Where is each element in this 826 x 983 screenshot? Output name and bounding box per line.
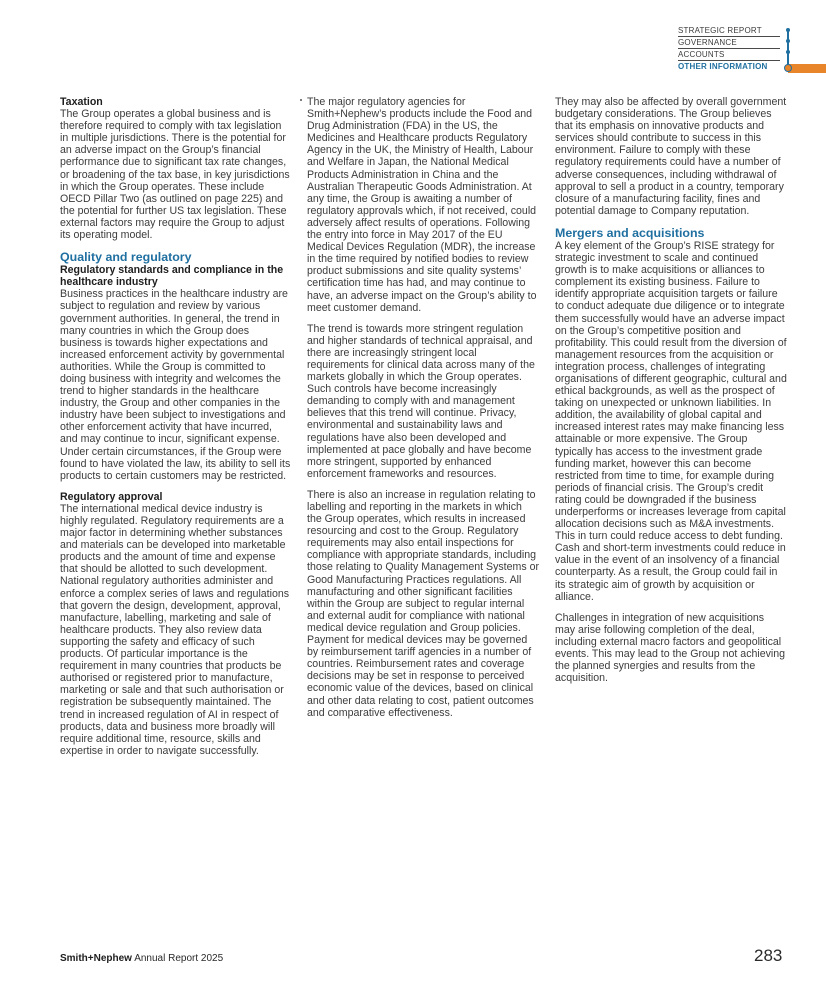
nav-item-other-information[interactable]: OTHER INFORMATION xyxy=(678,62,768,71)
taxation-heading: Taxation xyxy=(60,96,103,108)
taxation-text: The Group operates a global business and is therefore required to comply with tax legislation in multiple jurisdictions. There is the potential for an adverse impact on the Group’s financial performance due to significant tax rate changes, or broadening of the tax base, in key jurisdictions in which the Group operates. These include OECD Pillar Two (as outlined on page 225) and the potential for further US tax legislation. These external factors may require the Group to adjust its operating model. xyxy=(60,108,290,242)
footer-report: Annual Report 2025 xyxy=(134,953,224,964)
regulatory-approval-text: The international medical device industry is highly regulated. Regulatory requirements are a major factor in determining whether substances and materials can be developed into marketable products and the amount of time and expense that should be allotted to such development. National regulatory authorities administer and enforce a complex series of laws and regulations that govern the design, development, approval, manufacture, labelling, marketing and sale of healthcare products. They also review data supporting the safety and efficacy of such products. Of particular importance is the requirement in many countries that products be authorised or registered prior to manufacture, marketing or sale and that such authorisation or registration be subsequently maintained. The trend in increased regulation of AI in respect of products, data and business more broadly will require additional time, resource, skills and expertise in order to navigate successfully. xyxy=(60,502,290,757)
column-1 xyxy=(60,96,292,766)
nav-active-bar xyxy=(788,64,826,73)
nav-dot-icon xyxy=(786,50,790,54)
section-nav xyxy=(678,25,826,72)
regulatory-standards-heading: Regulatory standards and compliance in the healthcare industry xyxy=(60,264,284,289)
marker-dot-icon xyxy=(300,99,302,101)
nav-active-dot-icon xyxy=(784,64,792,72)
nav-dot-icon xyxy=(786,28,790,32)
page-number: 283 xyxy=(754,946,783,965)
footer-report-title xyxy=(60,953,223,964)
column-3 xyxy=(555,96,787,693)
labelling-reporting-text: There is also an increase in regulation relating to labelling and reporting in the markets in which the Group operates, which results in increased resourcing and cost to the Group. Regulatory requirements may also entail inspections for compliance with appropriate standards, including those relating to Quality Management Systems or Good Manufacturing Practices regulations. All manufacturing and other significant facilities within the Group are subject to regular internal and external audit for compliance with national medical device regulation and Group policies. Payment for medical devices may be governed by reimbursement tariff agencies in a number of countries. Reimbursement rates and coverage decisions may be set in response to perceived economic value of the devices, based on clinical and other data relating to cost, patient outcomes and comparative effectiveness. xyxy=(307,488,539,719)
nav-dot-icon xyxy=(786,39,790,43)
regulatory-standards-text: Business practices in the healthcare industry are subject to regulation and review by various government authorities. In general, the trend in many countries in which the Group does business is towards higher expectations and increased enforcement activity by governmental authorities. While the Group is committed to doing business with integrity and welcomes the trend to higher standards in the healthcare industry, the Group and other companies in the industry have been subject to investigations and other enforcement activity that have incurred, and may continue to incur, significant expense. Under certain circumstances, if the Group were found to have violated the law, its ability to sell its products to certain customers may be restricted. xyxy=(60,288,291,482)
mergers-acquisitions-text: A key element of the Group’s RISE strategy for strategic investment to scale and continued growth is to make acquisitions or alliances to complement its existing business. Failure to identify appropriate acquisition targets or failure to conduct adequate due diligence or to integrate them successfully would have an adverse impact on the Group’s competitive position and profitability. This could result from the diversion of management resources from the acquisition or integration process, challenges of integrating organisations of different geographic, cultural and ethical backgrounds, as well as the prospect of taking on unexpected or unknown liabilities. In addition, the availability of global capital and increased interest rates may make financing less attainable or more expensive. The Group typically has access to the investment grade funding market, however this can become restricted from time to time, for example during periods of financial crisis. The Group’s credit rating could be downgraded if the business underperforms or increases leverage from capital allocation decisions such as M&A investments. This in turn could reduce access to debt funding. Cash and short-term investments could reduce in value in the event of an insolvency of a financial counterparty. As a result, the Group could fail in its strategic aim of growth by acquisition or alliance. xyxy=(555,239,787,603)
nav-rail xyxy=(787,29,789,67)
nav-item-governance[interactable]: GOVERNANCE xyxy=(678,37,780,49)
integration-challenges-text: Challenges in integration of new acquisitions may arise following completion of the deal, including external macro factors and geopolitical events. This may lead to the Group not achieving the planned synergies and results from the acquisition. xyxy=(555,611,786,685)
nav-item-accounts[interactable]: ACCOUNTS xyxy=(678,49,780,61)
stringent-regulation-text: The trend is towards more stringent regulation and higher standards of technical appraisal, and there are increasingly stringent local requirements for clinical data across many of the markets globally in which the Group operates. Such controls have become increasingly demanding to comply with and management believes that this trend will continue. Privacy, environmental and sustainability laws and regulations have also been developed and implemented at pace globally and have become more stringent, supported by enhanced enforcement frameworks and resources. xyxy=(307,322,535,480)
regulatory-approval-heading: Regulatory approval xyxy=(60,490,163,503)
quality-regulatory-heading: Quality and regulatory xyxy=(60,250,192,265)
footer-brand: Smith+Nephew xyxy=(60,953,132,964)
budgetary-considerations-text: They may also be affected by overall government budgetary considerations. The Group believes that its emphasis on innovative products and services should contribute to success in this environment. Failure to comply with these regulatory requirements could have a number of adverse consequences, including withdrawal of approval to sell a product in a country, temporary closure of a manufacturing facility, fines and potential damage to Company reputation. xyxy=(555,96,787,217)
column-2 xyxy=(307,96,539,728)
mergers-acquisitions-heading: Mergers and acquisitions xyxy=(555,225,705,240)
nav-item-strategic-report[interactable]: STRATEGIC REPORT xyxy=(678,25,780,37)
regulatory-agencies-text: The major regulatory agencies for Smith+Nephew’s products include the Food and Drug Administration (FDA) in the US, the Medicines and Healthcare products Regulatory Agency in the UK, the Ministry of Health, Labour and Welfare in Japan, the National Medical Products Administration in China and the Australian Therapeutic Goods Administration. At any time, the Group is awaiting a number of regulatory approvals which, if not received, could adversely affect results of operations. Following the entry into force in May 2017 of the EU Medical Devices Regulation (MDR), the increase in the time required by notified bodies to review product submissions and site quality systems’ certification time has had, and may continue to have, an adverse impact on the Group’s ability to meet customer demand. xyxy=(307,96,537,314)
